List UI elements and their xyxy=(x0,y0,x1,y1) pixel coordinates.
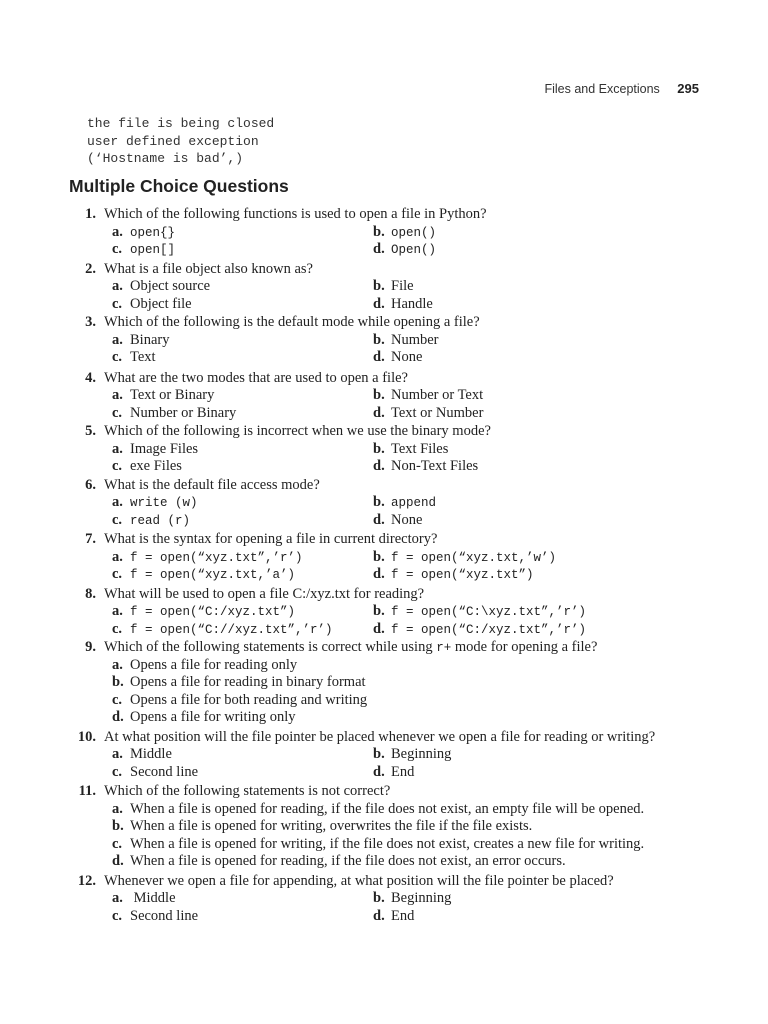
option-row xyxy=(0,512,768,530)
question-line xyxy=(0,585,768,604)
question-item xyxy=(0,422,768,476)
option-text: Second line xyxy=(130,907,199,924)
question-line xyxy=(0,782,768,801)
answer-option xyxy=(112,908,198,926)
option-letter: b. xyxy=(373,223,385,240)
answer-option xyxy=(373,458,478,476)
question-item xyxy=(0,369,768,423)
answer-option xyxy=(112,853,566,871)
option-letter: d. xyxy=(112,853,124,869)
question-text xyxy=(104,638,597,658)
answer-option xyxy=(373,349,422,367)
option-row xyxy=(0,332,768,350)
option-text: Number or Binary xyxy=(130,404,237,421)
option-letter: c. xyxy=(112,511,123,528)
option-text: Non-Text Files xyxy=(391,458,479,474)
answer-option xyxy=(112,818,532,836)
option-letter: c. xyxy=(112,241,123,257)
answer-option xyxy=(373,278,414,296)
answer-option xyxy=(373,603,586,622)
question-line xyxy=(0,205,768,224)
option-letter: d. xyxy=(373,907,385,924)
answer-option xyxy=(373,621,586,640)
answer-option xyxy=(112,566,295,585)
option-text: f = open(“xyz.txt”) xyxy=(391,568,534,582)
option-letter: d. xyxy=(112,709,124,725)
option-row xyxy=(0,278,768,296)
option-row xyxy=(0,224,768,242)
option-text: Opens a file for writing only xyxy=(130,709,296,725)
option-row xyxy=(0,241,768,259)
option-row xyxy=(0,603,768,621)
question-text: Which of the following statements is not correct? xyxy=(104,783,391,799)
option-letter: c. xyxy=(112,835,123,852)
answer-option xyxy=(373,296,433,314)
option-text: When a file is opened for reading, if the file does not exist, an error occurs. xyxy=(130,853,566,869)
question-number: 2. xyxy=(85,260,96,277)
question-text: What is the default file access mode? xyxy=(104,476,320,493)
option-row xyxy=(0,890,768,908)
answer-option xyxy=(373,512,422,530)
answer-option xyxy=(373,332,439,350)
option-text: End xyxy=(391,907,415,924)
option-letter: a. xyxy=(112,800,123,817)
answer-option xyxy=(112,405,236,423)
question-number: 7. xyxy=(85,531,96,547)
answer-option xyxy=(112,674,366,692)
option-text: File xyxy=(391,278,414,294)
option-letter: b. xyxy=(112,818,124,834)
question-text: What are the two modes that are used to open a file? xyxy=(104,369,408,386)
answer-option xyxy=(373,890,451,908)
answer-option xyxy=(112,349,156,367)
option-text: open{} xyxy=(130,225,176,240)
option-row xyxy=(0,657,768,675)
option-text: Number xyxy=(391,331,439,348)
option-row xyxy=(0,818,768,836)
option-row xyxy=(0,441,768,459)
option-row xyxy=(0,764,768,782)
answer-option xyxy=(112,494,198,513)
code-output xyxy=(87,115,274,168)
question-text: Which of the following is incorrect when we use the binary mode? xyxy=(104,423,491,439)
answer-option xyxy=(112,512,190,531)
answer-option xyxy=(373,494,436,513)
answer-option xyxy=(373,764,414,782)
option-letter: a. xyxy=(112,331,123,348)
option-text: exe Files xyxy=(130,458,182,474)
option-letter: d. xyxy=(373,620,385,637)
answer-option xyxy=(373,908,414,926)
option-letter: a. xyxy=(112,223,123,240)
option-row xyxy=(0,549,768,567)
option-letter: c. xyxy=(112,566,123,582)
option-letter: d. xyxy=(373,511,385,528)
option-text: None xyxy=(391,349,423,365)
answer-option xyxy=(373,405,483,423)
question-number: 3. xyxy=(85,314,96,330)
option-text: f = open(“C:\xyz.txt”,’r’) xyxy=(391,605,587,619)
option-row xyxy=(0,746,768,764)
answer-option xyxy=(373,441,448,459)
option-text: Object source xyxy=(130,278,211,294)
option-row xyxy=(0,692,768,710)
running-title: Files and Exceptions xyxy=(544,82,660,96)
option-letter: b. xyxy=(373,746,385,762)
answer-option xyxy=(112,801,644,819)
option-letter: d. xyxy=(373,404,385,421)
question-text: Which of the following functions is used to open a file in Python? xyxy=(104,206,487,222)
question-text: What is a file object also known as? xyxy=(104,260,313,277)
option-letter: a. xyxy=(112,440,123,457)
option-text: f = open(“xyz.txt”,’r’) xyxy=(130,550,303,565)
answer-option xyxy=(112,621,333,640)
option-letter: b. xyxy=(373,548,385,565)
answer-option xyxy=(112,241,175,260)
option-text: Middle xyxy=(130,890,176,906)
answer-option xyxy=(112,278,210,296)
option-letter: d. xyxy=(373,241,385,257)
option-letter: d. xyxy=(373,295,385,312)
answer-option xyxy=(112,224,175,243)
option-text: None xyxy=(391,511,423,528)
question-number: 11. xyxy=(78,783,96,799)
code-output-line: (‘Hostname is bad’,) xyxy=(87,151,244,166)
question-line xyxy=(0,476,768,495)
question-line xyxy=(0,260,768,279)
answer-option xyxy=(373,566,534,585)
question-text: Which of the following is the default mode while opening a file? xyxy=(104,314,480,330)
question-item xyxy=(0,585,768,639)
question-line xyxy=(0,530,768,549)
question-number: 5. xyxy=(85,423,96,439)
question-item xyxy=(0,530,768,584)
option-text: read (r) xyxy=(130,513,191,528)
option-text: When a file is opened for writing, overwrites the file if the file exists. xyxy=(130,818,533,834)
option-row xyxy=(0,349,768,367)
option-row xyxy=(0,296,768,314)
question-text-part: Which of the following statements is correct while using xyxy=(104,639,437,655)
option-row xyxy=(0,908,768,926)
option-letter: a. xyxy=(112,494,123,510)
option-text: Middle xyxy=(130,746,172,762)
option-text: Text or Number xyxy=(391,404,484,421)
option-letter: a. xyxy=(112,746,123,762)
option-text: f = open(“C:/xyz.txt”) xyxy=(130,605,296,619)
answer-option xyxy=(112,746,172,764)
option-text: Number or Text xyxy=(391,387,484,403)
option-letter: b. xyxy=(373,890,385,906)
option-text: f = open(“xyz.txt,’w’) xyxy=(391,550,557,565)
option-letter: c. xyxy=(112,404,123,421)
question-number: 12. xyxy=(77,872,96,889)
option-text: Beginning xyxy=(391,746,452,762)
question-text: What is the syntax for opening a file in current directory? xyxy=(104,531,438,547)
option-text: End xyxy=(391,763,415,780)
running-head xyxy=(544,81,699,96)
option-text: Binary xyxy=(130,331,170,348)
option-letter: a. xyxy=(112,548,123,565)
question-item xyxy=(0,638,768,727)
option-letter: b. xyxy=(373,387,385,403)
answer-option xyxy=(112,387,214,405)
question-text: At what position will the file pointer be placed whenever we open a file for reading or writing? xyxy=(104,728,656,745)
option-letter: a. xyxy=(112,603,123,619)
option-letter: a. xyxy=(112,387,123,403)
question-number: 4. xyxy=(85,369,96,386)
question-item xyxy=(0,260,768,314)
option-text: Text Files xyxy=(391,440,449,457)
option-letter: c. xyxy=(112,458,123,474)
question-line xyxy=(0,638,768,657)
option-row xyxy=(0,836,768,854)
option-row xyxy=(0,566,768,584)
option-text: Image Files xyxy=(130,440,199,457)
option-text: f = open(“C://xyz.txt”,’r’) xyxy=(130,622,333,637)
code-output-line: user defined exception xyxy=(87,133,259,149)
inline-code: r+ xyxy=(436,641,452,655)
question-text-part: mode for opening a file? xyxy=(451,639,598,655)
option-text: Handle xyxy=(391,295,433,312)
option-row xyxy=(0,387,768,405)
option-row xyxy=(0,621,768,639)
option-row xyxy=(0,494,768,512)
answer-option xyxy=(112,549,303,568)
answer-option xyxy=(112,764,198,782)
answer-option xyxy=(112,836,644,854)
option-text: Open() xyxy=(391,243,437,257)
answer-option xyxy=(373,549,556,568)
option-letter: c. xyxy=(112,763,123,780)
option-text: write (w) xyxy=(130,496,198,510)
option-text: Opens a file for both reading and writing xyxy=(130,691,368,708)
option-row xyxy=(0,709,768,727)
option-text: Opens a file for reading only xyxy=(130,656,298,673)
question-line xyxy=(0,422,768,441)
option-letter: a. xyxy=(112,656,123,673)
section-title: Multiple Choice Questions xyxy=(69,176,289,196)
option-letter: b. xyxy=(373,603,385,619)
option-text: Object file xyxy=(130,295,192,312)
option-text: append xyxy=(391,496,437,510)
option-text: open[] xyxy=(130,243,176,257)
option-row xyxy=(0,801,768,819)
question-item xyxy=(0,476,768,530)
answer-option xyxy=(373,224,436,243)
option-text: f = open(“C:/xyz.txt”,’r’) xyxy=(391,622,587,637)
question-item xyxy=(0,205,768,259)
option-letter: c. xyxy=(112,295,123,312)
question-number: 8. xyxy=(85,585,96,602)
option-letter: d. xyxy=(373,349,385,365)
question-list xyxy=(0,205,768,925)
option-letter: b. xyxy=(112,674,124,690)
option-text: Text xyxy=(130,349,156,365)
question-item xyxy=(0,728,768,782)
question-line xyxy=(0,872,768,891)
question-item xyxy=(0,872,768,926)
question-number: 10. xyxy=(77,728,96,745)
question-line xyxy=(0,369,768,388)
question-line xyxy=(0,313,768,332)
option-letter: a. xyxy=(112,278,123,294)
option-letter: b. xyxy=(373,440,385,457)
answer-option xyxy=(112,657,297,675)
option-text: Text or Binary xyxy=(130,387,215,403)
option-letter: a. xyxy=(112,890,123,906)
option-text: Beginning xyxy=(391,890,452,906)
option-letter: d. xyxy=(373,566,385,582)
answer-option xyxy=(373,746,451,764)
option-text: open() xyxy=(391,225,437,240)
option-text: When a file is opened for writing, if the file does not exist, creates a new file for writing. xyxy=(130,835,645,852)
answer-option xyxy=(112,603,295,622)
option-letter: d. xyxy=(373,458,385,474)
question-number: 6. xyxy=(85,476,96,493)
question-text: What will be used to open a file C:/xyz.txt for reading? xyxy=(104,585,425,602)
answer-option xyxy=(373,241,436,260)
answer-option xyxy=(112,332,169,350)
answer-option xyxy=(112,692,367,710)
option-letter: d. xyxy=(373,763,385,780)
answer-option xyxy=(112,458,182,476)
option-letter: c. xyxy=(112,620,123,637)
option-letter: b. xyxy=(373,331,385,348)
answer-option xyxy=(112,890,176,908)
option-row xyxy=(0,674,768,692)
option-text: When a file is opened for reading, if the file does not exist, an empty file will be opened. xyxy=(130,800,645,817)
option-text: Second line xyxy=(130,763,199,780)
answer-option xyxy=(373,387,483,405)
answer-option xyxy=(112,709,296,727)
answer-option xyxy=(112,296,192,314)
question-item xyxy=(0,782,768,871)
option-letter: c. xyxy=(112,907,123,924)
option-letter: c. xyxy=(112,349,123,365)
code-output-line: the file is being closed xyxy=(87,116,275,131)
option-text: f = open(“xyz.txt,’a’) xyxy=(130,568,296,582)
option-letter: c. xyxy=(112,691,123,708)
option-row xyxy=(0,405,768,423)
option-row xyxy=(0,853,768,871)
question-line xyxy=(0,728,768,747)
question-number: 1. xyxy=(85,206,96,222)
page-number: 295 xyxy=(677,81,699,96)
option-text: Opens a file for reading in binary format xyxy=(130,674,366,690)
answer-option xyxy=(112,441,198,459)
question-item xyxy=(0,313,768,367)
question-number: 9. xyxy=(85,639,96,655)
option-letter: b. xyxy=(373,494,385,510)
option-letter: b. xyxy=(373,278,385,294)
question-text: Whenever we open a file for appending, at what position will the file pointer be placed? xyxy=(104,872,614,889)
option-row xyxy=(0,458,768,476)
